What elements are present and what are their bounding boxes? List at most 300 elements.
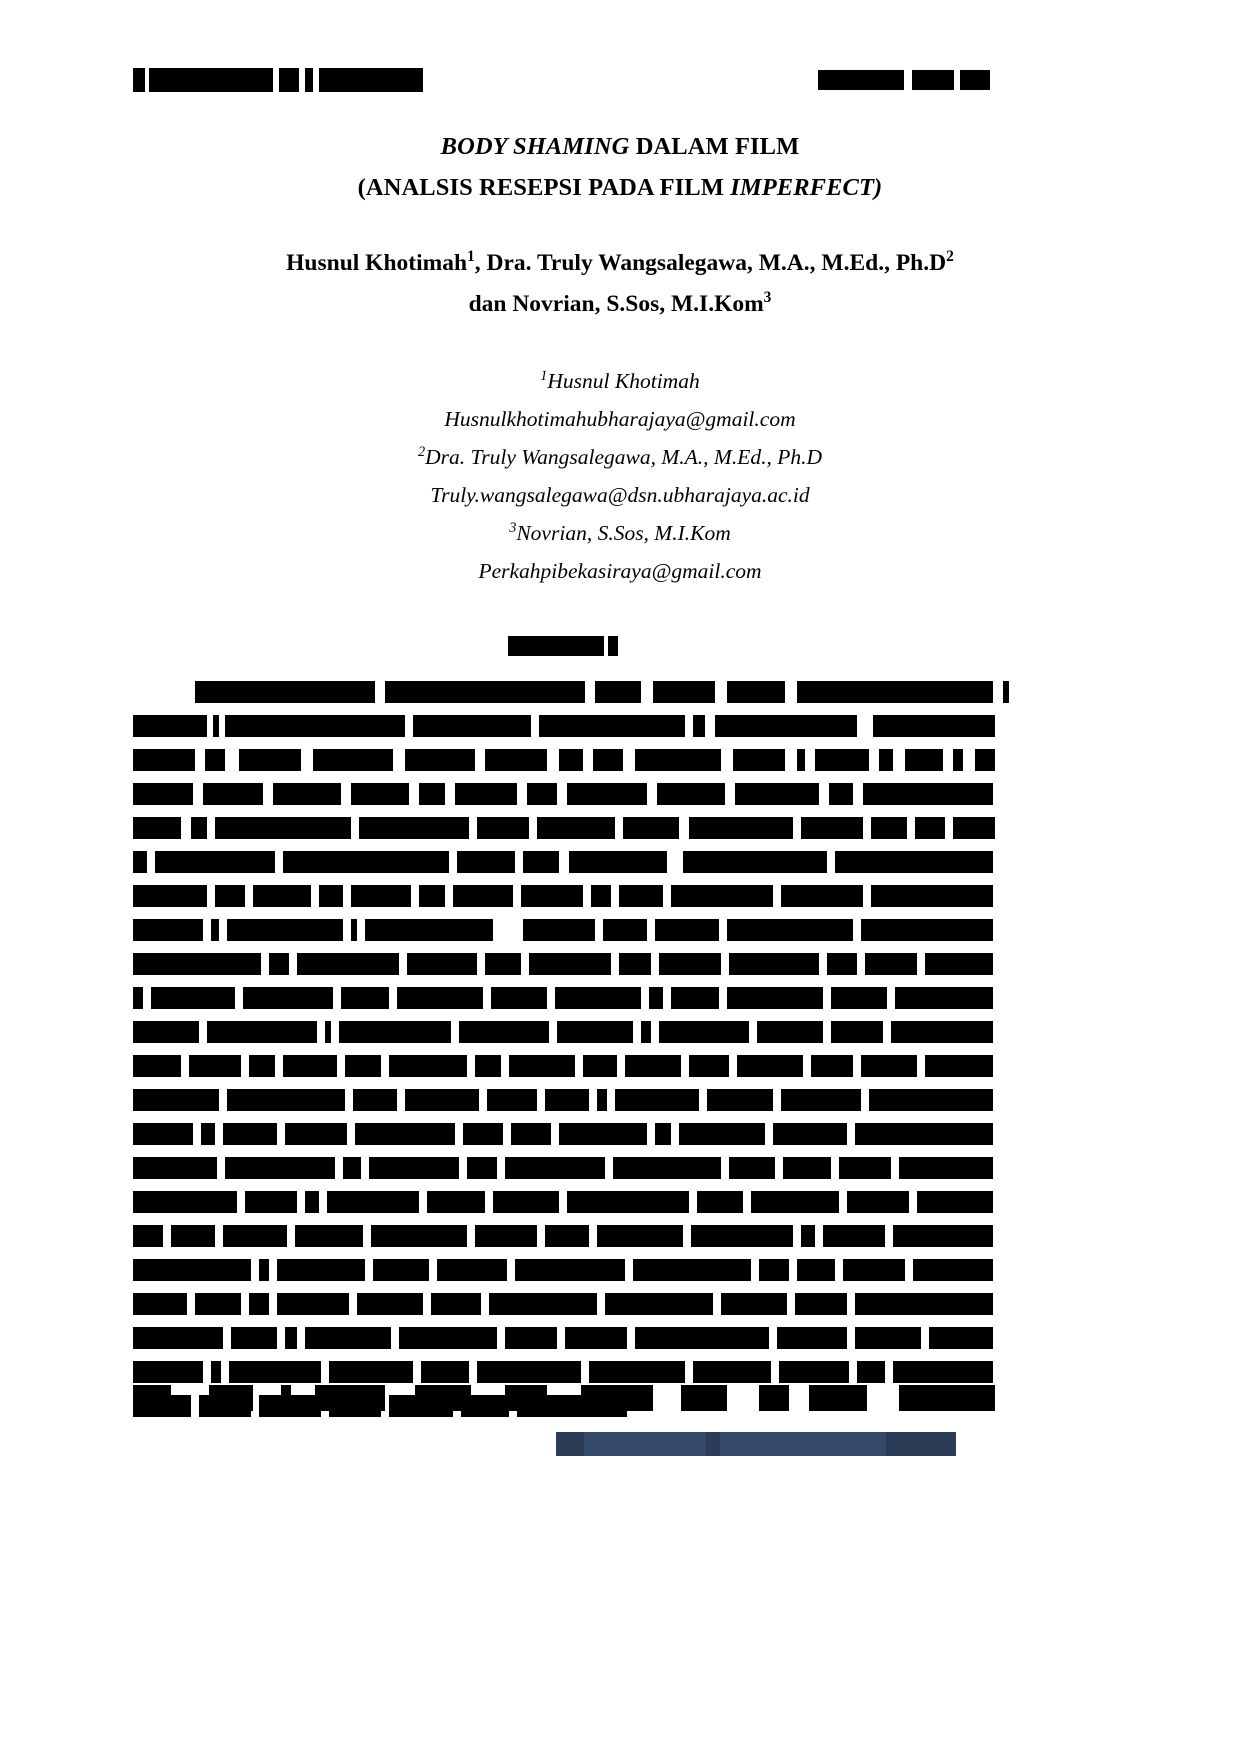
redaction-bar — [211, 1361, 221, 1383]
redaction-bar — [583, 1055, 617, 1077]
redaction-bar — [133, 885, 207, 907]
redaction-bar — [689, 817, 793, 839]
redaction-bar — [625, 1055, 681, 1077]
redaction-bar — [801, 1225, 815, 1247]
redaction-bar — [151, 987, 235, 1009]
redaction-bar — [313, 749, 393, 771]
redaction-bar — [385, 681, 585, 703]
redaction-bar — [485, 953, 521, 975]
redaction-bar — [915, 817, 945, 839]
redaction-bar — [831, 987, 887, 1009]
redaction-bar — [715, 715, 857, 737]
redaction-bar — [863, 783, 993, 805]
redaction-bar — [831, 1021, 883, 1043]
redaction-bar — [223, 1123, 277, 1145]
redaction-bar — [729, 1157, 775, 1179]
redaction-bar — [659, 1021, 749, 1043]
redaction-bar — [759, 1385, 789, 1411]
redaction-bar — [209, 1385, 253, 1411]
redaction-bar — [871, 885, 993, 907]
abstract-redacted-line — [133, 1293, 995, 1315]
redaction-bar — [795, 1293, 847, 1315]
redaction-bar — [655, 919, 719, 941]
redaction-bar — [529, 953, 611, 975]
redaction-bar — [597, 1089, 607, 1111]
redaction-bar — [485, 749, 547, 771]
redaction-bar — [917, 1191, 993, 1213]
abstract-redacted-line — [133, 681, 995, 703]
abstract-redacted-line — [133, 1157, 995, 1179]
affiliation-item — [0, 400, 1240, 438]
redaction-bar — [133, 953, 261, 975]
redaction-bar — [975, 749, 995, 771]
redaction-bar — [929, 1327, 993, 1349]
redaction-bar — [829, 783, 853, 805]
redaction-bar — [589, 1361, 685, 1383]
abstract-redacted-line — [133, 953, 995, 975]
abstract-redacted-line — [133, 919, 995, 941]
redaction-bar — [683, 851, 827, 873]
redaction-bar — [149, 68, 273, 92]
redaction-bar — [865, 953, 917, 975]
paper-title — [0, 126, 1240, 208]
redaction-bar — [913, 1259, 993, 1281]
redaction-bar — [523, 919, 595, 941]
redaction-bar — [653, 681, 715, 703]
redaction-bar — [855, 1123, 993, 1145]
author-name-2: Dra. Truly Wangsalegawa, M.A., M.Ed., Ph.D — [486, 250, 947, 276]
author-line-1 — [0, 243, 1240, 284]
abstract-redacted-line — [133, 851, 995, 873]
redaction-bar — [559, 1123, 647, 1145]
redaction-bar — [801, 817, 863, 839]
redaction-bar — [505, 1327, 557, 1349]
redaction-bar — [297, 953, 399, 975]
redaction-bar — [189, 1055, 241, 1077]
redaction-bar — [797, 749, 805, 771]
redaction-bar — [899, 1157, 993, 1179]
redaction-bar — [613, 1157, 721, 1179]
redaction-bar — [351, 885, 411, 907]
redaction-bar — [659, 953, 721, 975]
redaction-bar — [843, 1259, 905, 1281]
redaction-bar — [253, 885, 311, 907]
abstract-redacted-line — [133, 1055, 995, 1077]
redaction-bar — [649, 987, 663, 1009]
redaction-bar — [619, 885, 663, 907]
redaction-bar — [345, 1055, 381, 1077]
author-line-2 — [0, 284, 1240, 325]
redaction-bar — [227, 919, 343, 941]
redaction-bar — [133, 1157, 217, 1179]
redaction-bar — [195, 1293, 241, 1315]
redaction-bar — [305, 1327, 391, 1349]
redaction-bar — [357, 1293, 423, 1315]
redaction-bar — [419, 783, 445, 805]
redaction-bar — [283, 851, 449, 873]
author-prefix-dan: dan — [468, 291, 513, 317]
redaction-bar — [857, 1361, 885, 1383]
affiliation-sup: 1 — [540, 367, 548, 384]
redaction-bar — [133, 919, 203, 941]
redaction-bar — [195, 681, 375, 703]
footer-watermark-block — [886, 1432, 956, 1456]
redaction-bar — [839, 1157, 891, 1179]
redaction-bar — [133, 1123, 193, 1145]
redaction-bar — [827, 953, 857, 975]
abstract-redacted-line — [133, 1259, 995, 1281]
redaction-bar — [635, 1327, 769, 1349]
abstract-redacted-line — [133, 1225, 995, 1247]
redaction-bar — [475, 1055, 501, 1077]
redaction-bar — [891, 1021, 993, 1043]
redaction-bar — [213, 715, 219, 737]
redaction-bar — [227, 1089, 345, 1111]
redaction-bar — [727, 681, 785, 703]
redaction-bar — [655, 1123, 671, 1145]
redaction-bar — [245, 1191, 297, 1213]
redaction-bar — [759, 1259, 789, 1281]
redaction-bar — [879, 749, 893, 771]
redaction-bar — [565, 1327, 627, 1349]
redaction-bar — [281, 1385, 291, 1411]
redaction-bar — [555, 987, 641, 1009]
redaction-bar — [133, 715, 207, 737]
redaction-bar — [797, 681, 993, 703]
redaction-bar — [689, 1055, 729, 1077]
redaction-bar — [133, 1055, 181, 1077]
redaction-bar — [431, 1293, 481, 1315]
redaction-bar — [823, 1225, 885, 1247]
redaction-bar — [953, 749, 963, 771]
redaction-bar — [633, 1259, 751, 1281]
redaction-bar — [231, 1327, 277, 1349]
redaction-bar — [893, 1361, 993, 1383]
redaction-bar — [133, 1089, 219, 1111]
redaction-bar — [727, 919, 853, 941]
redaction-bar — [405, 749, 475, 771]
redaction-bar — [493, 1191, 559, 1213]
redaction-bar — [899, 1385, 995, 1411]
affiliation-sup: 3 — [509, 519, 517, 536]
redaction-bar — [591, 885, 611, 907]
redaction-bar — [545, 1225, 589, 1247]
redaction-bar — [455, 783, 517, 805]
redaction-bar — [912, 70, 954, 90]
abstract-redacted-line — [133, 885, 995, 907]
keywords-redaction — [133, 1385, 995, 1411]
redaction-bar — [421, 1361, 469, 1383]
redaction-bar — [505, 1157, 605, 1179]
redaction-bar — [343, 1157, 361, 1179]
redaction-bar — [413, 715, 531, 737]
redaction-bar — [815, 749, 869, 771]
redaction-bar — [953, 817, 995, 839]
redaction-bar — [635, 749, 721, 771]
redaction-bar — [511, 1123, 551, 1145]
redaction-bar — [707, 1089, 773, 1111]
redaction-bar — [905, 749, 943, 771]
affiliation-email: Husnulkhotimahubharajaya@gmail.com — [444, 407, 796, 431]
title-line-2-roman: (ANALSIS RESEPSI PADA FILM — [357, 174, 731, 201]
redaction-bar — [537, 817, 615, 839]
redaction-bar — [133, 749, 195, 771]
redaction-bar — [491, 987, 547, 1009]
redaction-bar — [567, 1191, 689, 1213]
redaction-bar — [783, 1157, 831, 1179]
redaction-bar — [203, 783, 263, 805]
redaction-bar — [239, 749, 301, 771]
redaction-bar — [779, 1361, 849, 1383]
redaction-bar — [697, 1191, 743, 1213]
redaction-bar — [691, 1225, 793, 1247]
footer-watermark-block — [556, 1432, 584, 1456]
redaction-bar — [569, 851, 667, 873]
affiliation-text: Novrian, S.Sos, M.I.Kom — [516, 521, 731, 545]
redaction-bar — [581, 1385, 653, 1411]
header-right-redaction — [818, 70, 990, 90]
redaction-bar — [133, 1259, 251, 1281]
redaction-bar — [777, 1327, 847, 1349]
affiliation-text: Dra. Truly Wangsalegawa, M.A., M.Ed., Ph.D — [425, 445, 823, 469]
affiliation-text: Husnul Khotimah — [547, 369, 700, 393]
redaction-bar — [457, 851, 515, 873]
redaction-bar — [893, 1225, 993, 1247]
header-left-redaction — [133, 68, 423, 92]
abstract-redacted-line — [133, 1089, 995, 1111]
abstract-redacted-line — [133, 715, 995, 737]
redaction-bar — [295, 1225, 363, 1247]
redaction-bar — [527, 783, 557, 805]
redaction-bar — [351, 919, 357, 941]
redaction-bar — [773, 1123, 847, 1145]
redaction-bar — [229, 1361, 321, 1383]
redaction-bar — [373, 1259, 429, 1281]
title-line-2-italic: IMPERFECT) — [730, 174, 883, 201]
redaction-bar — [277, 1259, 365, 1281]
redaction-bar — [133, 1021, 199, 1043]
redaction-bar — [201, 1123, 215, 1145]
redaction-bar — [453, 885, 513, 907]
redaction-bar — [960, 70, 990, 90]
redaction-bar — [437, 1259, 507, 1281]
redaction-bar — [693, 715, 705, 737]
redaction-bar — [207, 1021, 317, 1043]
affiliation-sup: 2 — [417, 443, 426, 460]
redaction-bar — [871, 817, 907, 839]
redaction-bar — [243, 987, 333, 1009]
redaction-bar — [671, 987, 719, 1009]
redaction-bar — [249, 1055, 275, 1077]
redaction-bar — [133, 1225, 163, 1247]
abstract-redacted-line — [133, 1361, 995, 1383]
redaction-bar — [861, 1055, 917, 1077]
redaction-bar — [285, 1123, 347, 1145]
redaction-bar — [603, 919, 647, 941]
redaction-bar — [757, 1021, 823, 1043]
redaction-bar — [847, 1191, 909, 1213]
redaction-bar — [623, 817, 679, 839]
redaction-bar — [285, 1327, 297, 1349]
redaction-bar — [895, 987, 993, 1009]
author-name-3: Novrian, S.Sos, M.I.Kom — [512, 291, 764, 317]
abstract-redacted-line — [133, 1123, 995, 1145]
redaction-bar — [371, 1225, 467, 1247]
redaction-bar — [133, 783, 193, 805]
redaction-bar — [523, 851, 559, 873]
redaction-bar — [597, 1225, 683, 1247]
redaction-bar — [925, 953, 993, 975]
redaction-bar — [269, 953, 289, 975]
page-header — [0, 68, 1240, 94]
redaction-bar — [657, 783, 725, 805]
redaction-bar — [463, 1123, 503, 1145]
redaction-bar — [133, 68, 145, 92]
abstract-redacted-line — [133, 1021, 995, 1043]
abstract-redacted-line — [133, 1191, 995, 1213]
affiliation-item — [0, 514, 1240, 552]
redaction-bar — [559, 749, 583, 771]
affiliation-item — [0, 476, 1240, 514]
redaction-bar — [225, 715, 405, 737]
redaction-bar — [509, 1055, 575, 1077]
redaction-bar — [681, 1385, 727, 1411]
redaction-bar — [467, 1157, 497, 1179]
redaction-bar — [505, 1385, 547, 1411]
redaction-bar — [133, 1293, 187, 1315]
redaction-bar — [781, 1089, 861, 1111]
redaction-bar — [305, 68, 313, 92]
redaction-bar — [873, 715, 995, 737]
redaction-bar — [155, 851, 275, 873]
title-line-1-roman: DALAM FILM — [629, 133, 800, 160]
redaction-bar — [608, 636, 618, 656]
redaction-bar — [191, 817, 207, 839]
abstract-redacted-line — [133, 987, 995, 1009]
abstract-body-redaction — [133, 681, 995, 1429]
redaction-bar — [729, 953, 819, 975]
redaction-bar — [557, 1021, 633, 1043]
redaction-bar — [315, 1385, 385, 1411]
redaction-bar — [751, 1191, 839, 1213]
redaction-bar — [319, 885, 343, 907]
redaction-bar — [133, 1385, 171, 1411]
redaction-bar — [869, 1089, 993, 1111]
redaction-bar — [277, 1293, 349, 1315]
redaction-bar — [818, 70, 904, 90]
redaction-bar — [459, 1021, 549, 1043]
redaction-bar — [835, 851, 993, 873]
redaction-bar — [133, 851, 147, 873]
redaction-bar — [133, 1327, 223, 1349]
redaction-bar — [249, 1293, 269, 1315]
redaction-bar — [415, 1385, 471, 1411]
redaction-bar — [1003, 681, 1009, 703]
redaction-bar — [205, 749, 225, 771]
redaction-bar — [327, 1191, 419, 1213]
redaction-bar — [215, 817, 351, 839]
affiliation-list — [0, 362, 1240, 590]
redaction-bar — [171, 1225, 215, 1247]
redaction-bar — [781, 885, 863, 907]
redaction-bar — [619, 953, 651, 975]
redaction-bar — [721, 1293, 787, 1315]
redaction-bar — [567, 783, 647, 805]
redaction-bar — [679, 1123, 765, 1145]
redaction-bar — [353, 1089, 397, 1111]
redaction-bar — [641, 1021, 651, 1043]
redaction-bar — [397, 987, 483, 1009]
redaction-bar — [133, 817, 181, 839]
redaction-bar — [133, 1361, 203, 1383]
redaction-bar — [283, 1055, 337, 1077]
redaction-bar — [593, 749, 623, 771]
title-line-2 — [0, 167, 1240, 208]
redaction-bar — [737, 1055, 803, 1077]
title-line-1-italic: BODY SHAMING — [440, 133, 630, 160]
redaction-bar — [477, 1361, 581, 1383]
author-separator: , — [474, 250, 487, 276]
redaction-bar — [489, 1293, 597, 1315]
redaction-bar — [405, 1089, 479, 1111]
redaction-bar — [355, 1123, 455, 1145]
redaction-bar — [389, 1055, 467, 1077]
redaction-bar — [735, 783, 819, 805]
redaction-bar — [809, 1385, 867, 1411]
redaction-bar — [855, 1327, 921, 1349]
affiliation-item — [0, 438, 1240, 476]
author-name-1: Husnul Khotimah — [286, 250, 468, 276]
abstract-heading-redaction — [508, 636, 618, 656]
redaction-bar — [727, 987, 823, 1009]
redaction-bar — [325, 1021, 331, 1043]
redaction-bar — [855, 1293, 993, 1315]
redaction-bar — [341, 987, 389, 1009]
redaction-bar — [305, 1191, 319, 1213]
redaction-bar — [279, 68, 299, 92]
redaction-bar — [215, 885, 245, 907]
redaction-bar — [399, 1327, 497, 1349]
redaction-bar — [351, 783, 409, 805]
redaction-bar — [671, 885, 773, 907]
redaction-bar — [259, 1259, 269, 1281]
redaction-bar — [925, 1055, 993, 1077]
redaction-bar — [811, 1055, 853, 1077]
redaction-bar — [477, 817, 529, 839]
redaction-bar — [515, 1259, 625, 1281]
redaction-bar — [615, 1089, 699, 1111]
redaction-bar — [475, 1225, 537, 1247]
affiliation-email: Perkahpibekasiraya@gmail.com — [478, 559, 762, 583]
abstract-redacted-line — [133, 783, 995, 805]
footer-watermark-block — [706, 1432, 720, 1456]
redaction-bar — [508, 636, 604, 656]
affiliation-item — [0, 552, 1240, 590]
redaction-bar — [359, 817, 469, 839]
redaction-bar — [733, 749, 785, 771]
redaction-bar — [605, 1293, 713, 1315]
redaction-bar — [211, 919, 219, 941]
redaction-bar — [273, 783, 341, 805]
redaction-bar — [539, 715, 685, 737]
redaction-bar — [329, 1361, 413, 1383]
redaction-bar — [319, 68, 423, 92]
redaction-bar — [545, 1089, 589, 1111]
redaction-bar — [797, 1259, 835, 1281]
redaction-bar — [133, 987, 143, 1009]
author-list — [0, 243, 1240, 325]
redaction-bar — [595, 681, 641, 703]
